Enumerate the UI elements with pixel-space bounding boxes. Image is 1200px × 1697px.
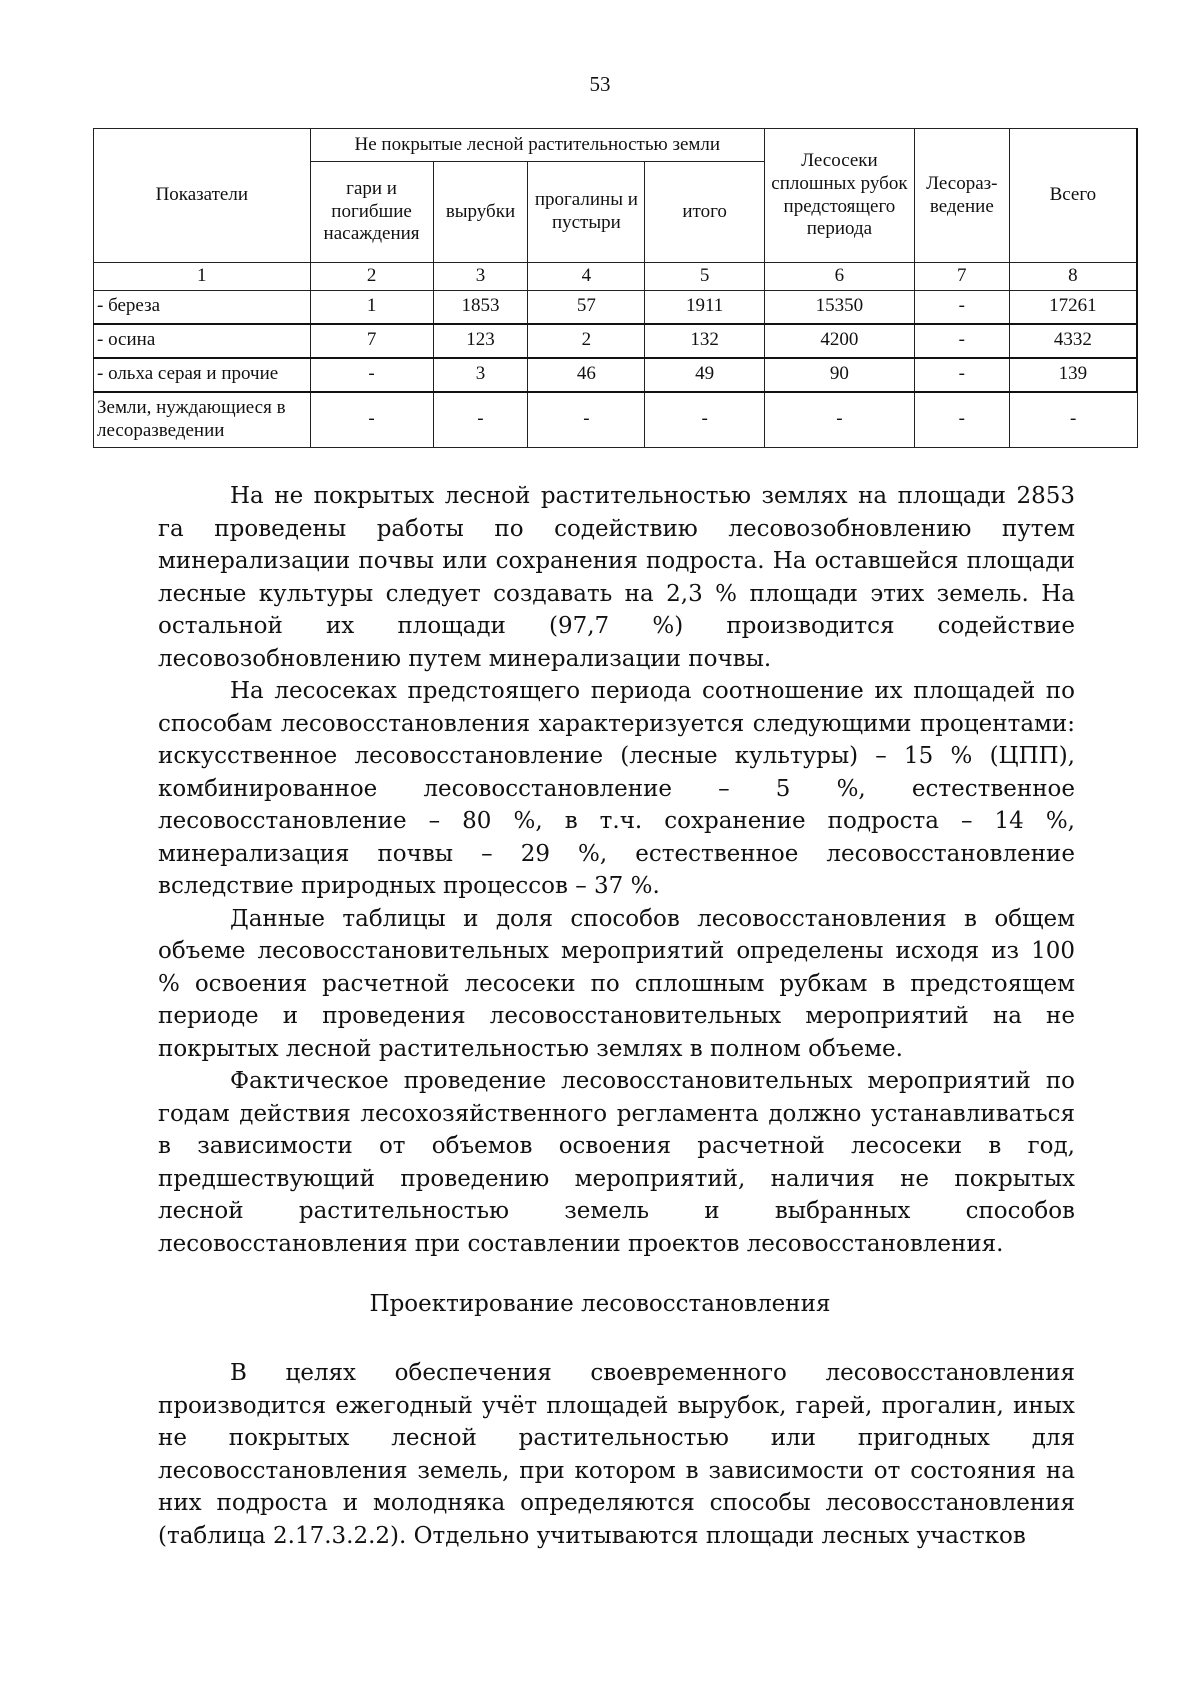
table-row bbox=[94, 392, 1138, 448]
table-header-row bbox=[94, 129, 1138, 162]
table-row bbox=[94, 324, 1138, 358]
paragraph: Фактическое проведение лесовосстановительных мероприятий по годам действия лесохозяйственного регламента должно устанавливаться в зависимости от объемов освоения расчетной лесосеки в год, предшествующий проведению мероприятий, наличия не покрытых лесной растительностью земель и выбранных способов лесовосстановления при составлении проектов лесовосстановления. bbox=[158, 1068, 1075, 1257]
row-label: Земли, нуждающиеся в лесоразведении bbox=[94, 392, 311, 448]
table-cell: - bbox=[914, 324, 1009, 358]
table-cell: 17261 bbox=[1009, 290, 1137, 324]
column-number: 6 bbox=[764, 263, 914, 291]
header-subtotal: итого bbox=[645, 162, 765, 263]
section-heading: Проектирование лесовосстановления bbox=[369, 1291, 831, 1317]
table-cell: 1 bbox=[310, 290, 433, 324]
header-cuttings: вырубки bbox=[433, 162, 528, 263]
header-glades: прогалины и пустыри bbox=[528, 162, 645, 263]
column-number: 3 bbox=[433, 263, 528, 291]
row-label: - осина bbox=[94, 324, 311, 358]
table-cell: 132 bbox=[645, 324, 765, 358]
table-cell: 4200 bbox=[764, 324, 914, 358]
table-cell: 46 bbox=[528, 358, 645, 392]
table-cell: - bbox=[310, 358, 433, 392]
row-label: - береза bbox=[94, 290, 311, 324]
paragraph: Данные таблицы и доля способов лесовосстановления в общем объеме лесовосстановительных мероприятий определены исходя из 100 % освоения расчетной лесосеки по сплошным рубкам в предстоящем периоде и проведения лесовосстановительных мероприятий на не покрытых лесной растительностью землях в полном объеме. bbox=[158, 905, 1075, 1062]
table-cell: - bbox=[914, 358, 1009, 392]
header-afforestation: Лесораз-ведение bbox=[914, 129, 1009, 263]
table-cell: 139 bbox=[1009, 358, 1137, 392]
section-text bbox=[158, 1357, 1075, 1552]
column-number: 8 bbox=[1009, 263, 1137, 291]
header-not-covered-lands: Не покрытые лесной растительностью земли bbox=[310, 129, 764, 162]
column-number: 5 bbox=[645, 263, 765, 291]
table-cell: - bbox=[310, 392, 433, 448]
table-cell: 1911 bbox=[645, 290, 765, 324]
paragraph: На лесосеках предстоящего периода соотношение их площадей по способам лесовосстановления характеризуется следующими процентами: искусственное лесовосстановление (лесные культуры) – 15 % (ЦПП), комбинированное лесовосстановление – 5 %, естественное лесовосстановление – 80 %, в т.ч. сохранение подроста – 14 %, минерализация почвы – 29 %, естественное лесовосстановление вследствие природных процессов – 37 %. bbox=[158, 678, 1075, 899]
table-cell: 7 bbox=[310, 324, 433, 358]
table-cell: 123 bbox=[433, 324, 528, 358]
table-cell: - bbox=[433, 392, 528, 448]
column-number: 4 bbox=[528, 263, 645, 291]
table-cell: - bbox=[914, 392, 1009, 448]
column-number: 7 bbox=[914, 263, 1009, 291]
page-number: 53 bbox=[589, 72, 611, 96]
header-total: Всего bbox=[1009, 129, 1137, 263]
table-cell: 4332 bbox=[1009, 324, 1137, 358]
reforestation-table bbox=[93, 128, 1138, 448]
table-cell: - bbox=[1009, 392, 1137, 448]
body-text bbox=[158, 480, 1075, 1260]
table-cell: 1853 bbox=[433, 290, 528, 324]
table-cell: - bbox=[645, 392, 765, 448]
table-cell: 57 bbox=[528, 290, 645, 324]
table-cell: 15350 bbox=[764, 290, 914, 324]
table-cell: - bbox=[528, 392, 645, 448]
header-clearcuts: Лесосеки сплошных рубок предстоящего периода bbox=[764, 129, 914, 263]
column-number-row bbox=[94, 263, 1138, 291]
table-row bbox=[94, 290, 1138, 324]
paragraph: На не покрытых лесной растительностью землях на площади 2853 га проведены работы по содействию лесовозобновлению путем минерализации почвы или сохранения подроста. На оставшейся площади лесные культуры следует создавать на 2,3 % площади этих земель. На остальной их площади (97,7 %) производится содействие лесовозобновлению путем минерализации почвы. bbox=[158, 483, 1075, 672]
paragraph: В целях обеспечения своевременного лесовосстановления производится ежегодный учёт площадей вырубок, гарей, прогалин, иных не покрытых лесной растительностью или пригодных для лесовосстановления земель, при котором в зависимости от состояния на них подроста и молодняка определяются способы лесовосстановления (таблица 2.17.3.2.2). Отдельно учитываются площади лесных участков bbox=[158, 1360, 1075, 1549]
table-cell: - bbox=[764, 392, 914, 448]
column-number: 1 bbox=[94, 263, 311, 291]
row-label: - ольха серая и прочие bbox=[94, 358, 311, 392]
table-cell: - bbox=[914, 290, 1009, 324]
table-cell: 2 bbox=[528, 324, 645, 358]
table-cell: 90 bbox=[764, 358, 914, 392]
header-indicators: Показатели bbox=[94, 129, 311, 263]
column-number: 2 bbox=[310, 263, 433, 291]
header-burns: гари и погибшие насаждения bbox=[310, 162, 433, 263]
table-cell: 49 bbox=[645, 358, 765, 392]
table-row bbox=[94, 358, 1138, 392]
table-cell: 3 bbox=[433, 358, 528, 392]
